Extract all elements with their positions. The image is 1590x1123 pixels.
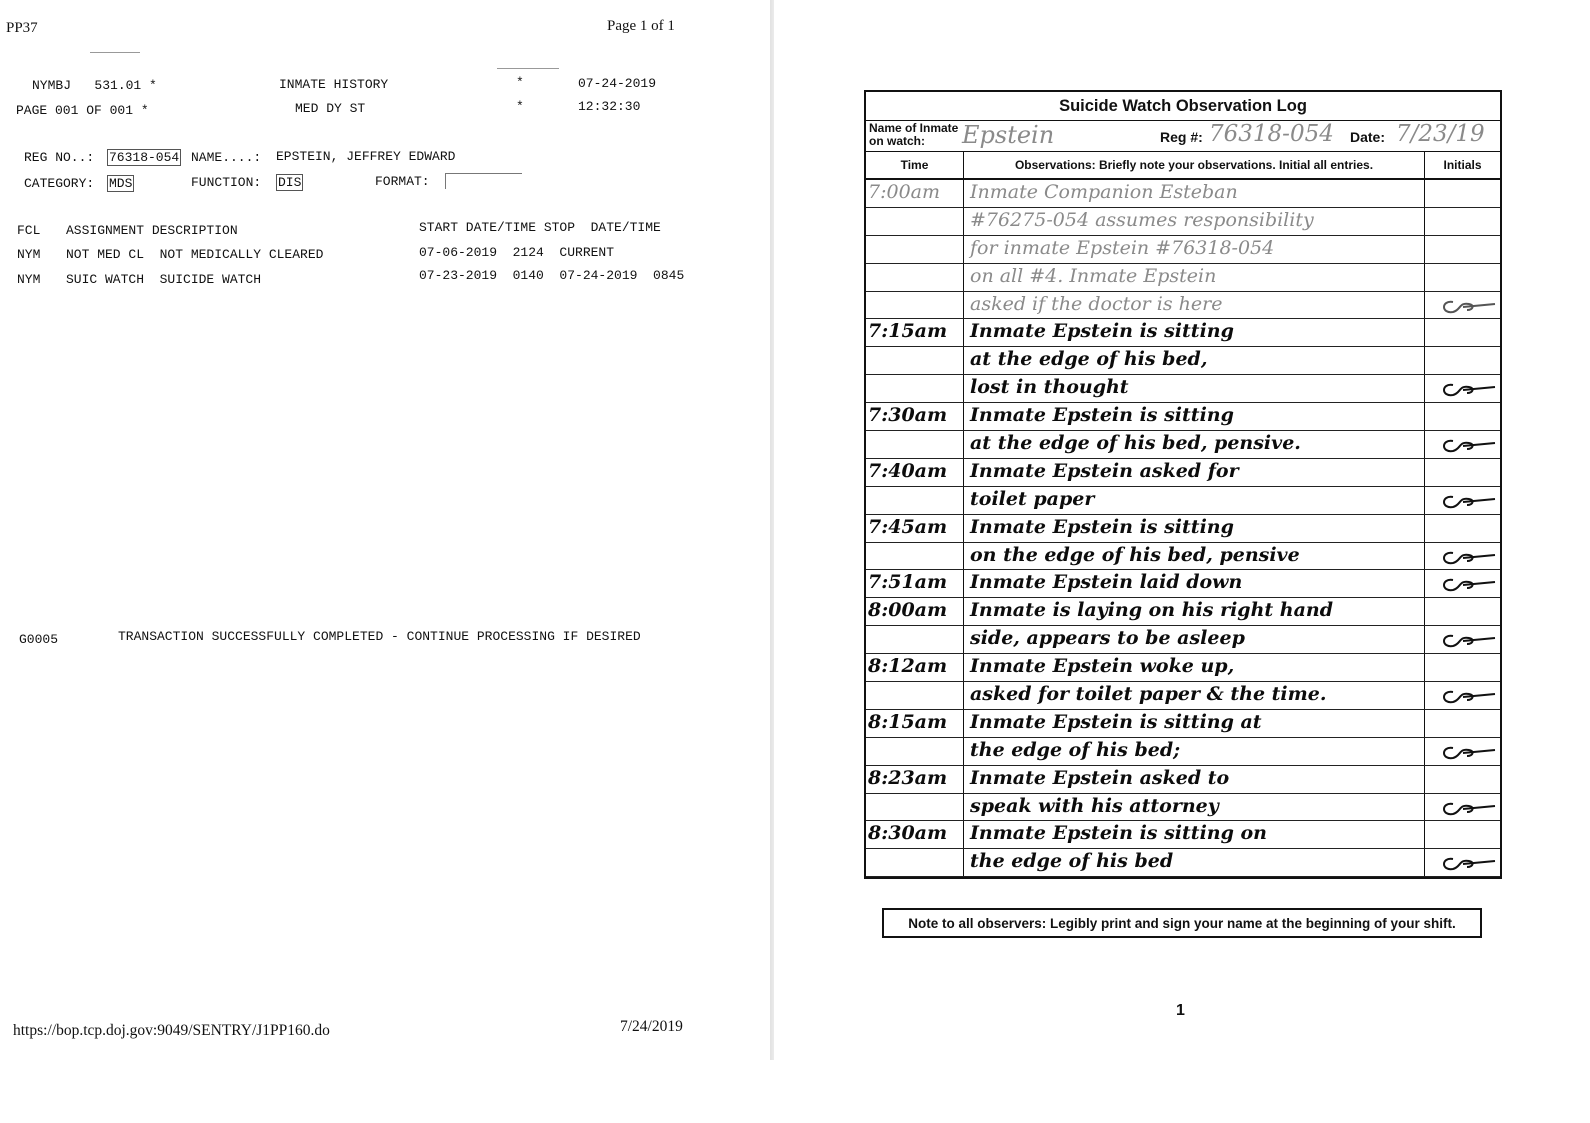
log-entry-row	[866, 236, 1500, 264]
entry-initials-cell	[1425, 794, 1500, 821]
page-number: 1	[1176, 1002, 1185, 1019]
log-entry-row	[866, 487, 1500, 515]
entry-observation-cell	[964, 208, 1425, 235]
entry-time: 8:15am	[868, 710, 948, 733]
entry-initials-cell	[1425, 459, 1500, 486]
log-entry-row	[866, 208, 1500, 236]
category-value: MDS	[109, 176, 133, 191]
entry-observation-cell	[964, 654, 1425, 681]
status-code: G0005	[19, 632, 59, 647]
entry-observation: Inmate Epstein is sitting	[970, 404, 1234, 427]
entry-time: 7:15am	[868, 320, 948, 343]
entry-observation: #76275-054 assumes responsibility	[970, 208, 1314, 231]
log-entry-row	[866, 292, 1500, 320]
suicide-watch-log	[864, 90, 1502, 879]
initials-signature	[1439, 298, 1499, 316]
entry-observation: asked if the doctor is here	[970, 292, 1223, 315]
entry-time: 7:40am	[868, 459, 948, 482]
entry-time: 8:00am	[868, 599, 948, 622]
log-entry-row	[866, 403, 1500, 431]
log-entry-row	[866, 375, 1500, 403]
reg-no-value: 76318-054	[109, 150, 180, 165]
inmate-history-page	[0, 0, 770, 1123]
initials-signature	[1439, 549, 1499, 567]
entry-initials-cell	[1425, 208, 1500, 235]
initials-signature	[1439, 576, 1499, 594]
entry-initials-cell	[1425, 738, 1500, 765]
entry-observation-cell	[964, 375, 1425, 402]
marker-star: *	[516, 75, 524, 90]
entry-observation: Inmate Companion Esteban	[970, 181, 1238, 203]
entry-observation-cell	[964, 682, 1425, 709]
date-handwritten: 7/23/19	[1396, 121, 1485, 147]
entry-observation-cell	[964, 570, 1425, 597]
format-label: FORMAT:	[375, 174, 430, 189]
entry-observation: asked for toilet paper & the time.	[970, 683, 1327, 706]
date-label: Date:	[1350, 129, 1386, 145]
marker-star: *	[516, 99, 524, 114]
inmate-name-handwritten: Epstein	[962, 121, 1055, 149]
entry-observation-cell	[964, 626, 1425, 653]
entry-observation-cell	[964, 264, 1425, 291]
entry-observation-cell	[964, 598, 1425, 625]
log-entry-row	[866, 849, 1500, 877]
page-line: PAGE 001 OF 001 *	[16, 103, 149, 118]
entry-observation: Inmate Epstein is sitting	[970, 320, 1234, 343]
entry-time-cell	[866, 543, 964, 570]
log-entry-row	[866, 794, 1500, 822]
inmate-name-label: Name of Inmate on watch:	[869, 121, 959, 148]
entry-initials-cell	[1425, 487, 1500, 514]
entry-initials-cell	[1425, 766, 1500, 793]
col-header-dates: START DATE/TIME STOP DATE/TIME	[419, 220, 661, 235]
initials-signature	[1439, 437, 1499, 455]
entry-time-cell	[866, 738, 964, 765]
function-value: DIS	[278, 175, 302, 190]
entry-time-cell	[866, 654, 964, 681]
entry-initials-cell	[1425, 543, 1500, 570]
format-field	[445, 173, 522, 189]
report-title: INMATE HISTORY	[279, 77, 389, 92]
entry-time: 8:30am	[868, 822, 948, 845]
entry-observation-cell	[964, 459, 1425, 486]
entry-initials-cell	[1425, 180, 1500, 207]
entry-observation: Inmate Epstein is sitting on	[970, 822, 1267, 845]
name-label: NAME....:	[191, 150, 262, 165]
log-entry-row	[866, 682, 1500, 710]
entry-initials-cell	[1425, 403, 1500, 430]
entry-initials-cell	[1425, 236, 1500, 263]
entry-initials-cell	[1425, 849, 1500, 876]
entry-time: 7:45am	[868, 515, 948, 538]
col-header-observations: Observations: Briefly note your observations. Initial all entries.	[964, 152, 1425, 178]
report-time: 12:32:30	[578, 99, 641, 114]
log-entry-row	[866, 654, 1500, 682]
entry-observation-cell	[964, 319, 1425, 346]
log-entry-row	[866, 264, 1500, 292]
entry-time-cell	[866, 264, 964, 291]
entry-observation: Inmate Epstein asked to	[970, 766, 1230, 789]
log-entry-row	[866, 710, 1500, 738]
entry-observation: Inmate Epstein laid down	[970, 571, 1243, 594]
log-entry-row	[866, 515, 1500, 543]
log-entries	[866, 180, 1500, 877]
entry-observation: at the edge of his bed,	[970, 348, 1208, 371]
entry-observation: lost in thought	[970, 376, 1129, 399]
entry-observation: side, appears to be asleep	[970, 627, 1245, 650]
reg-no-handwritten: 76318-054	[1209, 121, 1334, 147]
entry-time: 7:30am	[868, 404, 948, 427]
entry-observation-cell	[964, 710, 1425, 737]
entry-observation: at the edge of his bed, pensive.	[970, 432, 1301, 455]
entry-observation: speak with his attorney	[970, 794, 1219, 817]
table-row-dates: 07-23-2019 0140 07-24-2019 0845	[419, 268, 685, 283]
entry-observation-cell	[964, 347, 1425, 374]
log-entry-row	[866, 319, 1500, 347]
entry-observation-cell	[964, 236, 1425, 263]
report-date: 07-24-2019	[578, 76, 657, 91]
reg-label: Reg #:	[1160, 129, 1203, 145]
entry-initials-cell	[1425, 598, 1500, 625]
entry-observation-cell	[964, 766, 1425, 793]
entry-observation-cell	[964, 821, 1425, 848]
entry-observation-cell	[964, 487, 1425, 514]
inmate-info-row	[866, 121, 1500, 152]
table-row-assignment: SUIC WATCH SUICIDE WATCH	[66, 272, 262, 287]
entry-initials-cell	[1425, 515, 1500, 542]
entry-time-cell	[866, 821, 964, 848]
entry-time-cell	[866, 570, 964, 597]
entry-initials-cell	[1425, 347, 1500, 374]
entry-observation-cell	[964, 292, 1425, 319]
page-indicator: Page 1 of 1	[607, 18, 675, 34]
col-header-fcl: FCL	[17, 223, 41, 238]
entry-time-cell	[866, 319, 964, 346]
entry-initials-cell	[1425, 264, 1500, 291]
entry-observation: Inmate Epstein asked for	[970, 459, 1239, 482]
entry-observation: Inmate Epstein is sitting at	[970, 710, 1262, 733]
col-header-time: Time	[866, 152, 964, 178]
log-entry-row	[866, 738, 1500, 766]
entry-initials-cell	[1425, 626, 1500, 653]
entry-observation: Inmate Epstein woke up,	[970, 655, 1235, 678]
log-entry-row	[866, 431, 1500, 459]
entry-observation: Inmate is laying on his right hand	[970, 599, 1334, 622]
entry-observation-cell	[964, 403, 1425, 430]
log-entry-row	[866, 459, 1500, 487]
log-entry-row	[866, 570, 1500, 598]
table-row-fcl: NYM	[17, 247, 41, 262]
entry-observation-cell	[964, 738, 1425, 765]
entry-observation: on all #4. Inmate Epstein	[970, 264, 1217, 287]
entry-time: 7:00am	[868, 181, 941, 203]
entry-initials-cell	[1425, 375, 1500, 402]
entry-time-cell	[866, 487, 964, 514]
entry-time-cell	[866, 598, 964, 625]
entry-time-cell	[866, 431, 964, 458]
entry-time-cell	[866, 375, 964, 402]
table-row-fcl: NYM	[17, 272, 41, 287]
log-entry-row	[866, 543, 1500, 571]
scan-mark	[90, 52, 140, 53]
entry-observation: toilet paper	[970, 487, 1095, 510]
log-entry-row	[866, 347, 1500, 375]
entry-time-cell	[866, 682, 964, 709]
footer-date: 7/24/2019	[620, 1018, 683, 1035]
log-entry-row	[866, 180, 1500, 208]
scan-mark	[497, 68, 559, 69]
function-label: FUNCTION:	[191, 175, 262, 190]
inmate-name: EPSTEIN, JEFFREY EDWARD	[276, 149, 456, 164]
entry-observation: the edge of his bed;	[970, 738, 1181, 761]
entry-time-cell	[866, 347, 964, 374]
col-header-initials: Initials	[1443, 158, 1482, 172]
entry-time-cell	[866, 208, 964, 235]
log-entry-row	[866, 598, 1500, 626]
entry-initials-cell	[1425, 821, 1500, 848]
entry-observation-cell	[964, 794, 1425, 821]
entry-observation-cell	[964, 180, 1425, 207]
entry-observation: Inmate Epstein is sitting	[970, 515, 1234, 538]
entry-time-cell	[866, 794, 964, 821]
report-code: PP37	[6, 20, 38, 36]
entry-time: 8:12am	[868, 655, 948, 678]
entry-observation: for inmate Epstein #76318-054	[970, 236, 1275, 259]
entry-time-cell	[866, 849, 964, 876]
log-header-row	[866, 152, 1500, 180]
entry-time-cell	[866, 766, 964, 793]
initials-signature	[1439, 855, 1499, 873]
category-label: CATEGORY:	[24, 176, 95, 191]
entry-initials-cell	[1425, 710, 1500, 737]
observer-note: Note to all observers: Legibly print and sign your name at the beginning of your shift.	[882, 908, 1482, 938]
entry-observation: the edge of his bed	[970, 850, 1174, 873]
entry-time-cell	[866, 515, 964, 542]
initials-signature	[1439, 632, 1499, 650]
initials-signature	[1439, 493, 1499, 511]
initials-signature	[1439, 688, 1499, 706]
system-id: NYMBJ 531.01 *	[32, 78, 157, 93]
entry-initials-cell	[1425, 292, 1500, 319]
entry-observation: on the edge of his bed, pensive	[970, 543, 1300, 566]
log-entry-row	[866, 766, 1500, 794]
col-header-assignment: ASSIGNMENT DESCRIPTION	[66, 223, 238, 238]
table-row-assignment: NOT MED CL NOT MEDICALLY CLEARED	[66, 247, 324, 262]
entry-observation-cell	[964, 543, 1425, 570]
entry-initials-cell	[1425, 319, 1500, 346]
entry-time-cell	[866, 236, 964, 263]
entry-time-cell	[866, 292, 964, 319]
entry-time: 8:23am	[868, 766, 948, 789]
entry-time: 7:51am	[868, 571, 948, 594]
entry-observation-cell	[964, 515, 1425, 542]
report-subtitle: MED DY ST	[295, 101, 366, 116]
entry-observation-cell	[964, 431, 1425, 458]
initials-signature	[1439, 744, 1499, 762]
entry-time-cell	[866, 710, 964, 737]
log-title: Suicide Watch Observation Log	[866, 92, 1500, 121]
entry-initials-cell	[1425, 654, 1500, 681]
initials-signature	[1439, 800, 1499, 818]
log-entry-row	[866, 821, 1500, 849]
entry-time-cell	[866, 626, 964, 653]
table-row-dates: 07-06-2019 2124 CURRENT	[419, 245, 615, 260]
entry-time-cell	[866, 459, 964, 486]
footer-url: https://bop.tcp.doj.gov:9049/SENTRY/J1PP160.do	[13, 1022, 330, 1039]
entry-observation-cell	[964, 849, 1425, 876]
log-entry-row	[866, 626, 1500, 654]
entry-initials-cell	[1425, 431, 1500, 458]
entry-initials-cell	[1425, 682, 1500, 709]
entry-time-cell	[866, 180, 964, 207]
reg-no-label: REG NO..:	[24, 150, 95, 165]
entry-initials-cell	[1425, 570, 1500, 597]
entry-time-cell	[866, 403, 964, 430]
initials-signature	[1439, 381, 1499, 399]
status-message: TRANSACTION SUCCESSFULLY COMPLETED - CONTINUE PROCESSING IF DESIRED	[118, 629, 641, 644]
